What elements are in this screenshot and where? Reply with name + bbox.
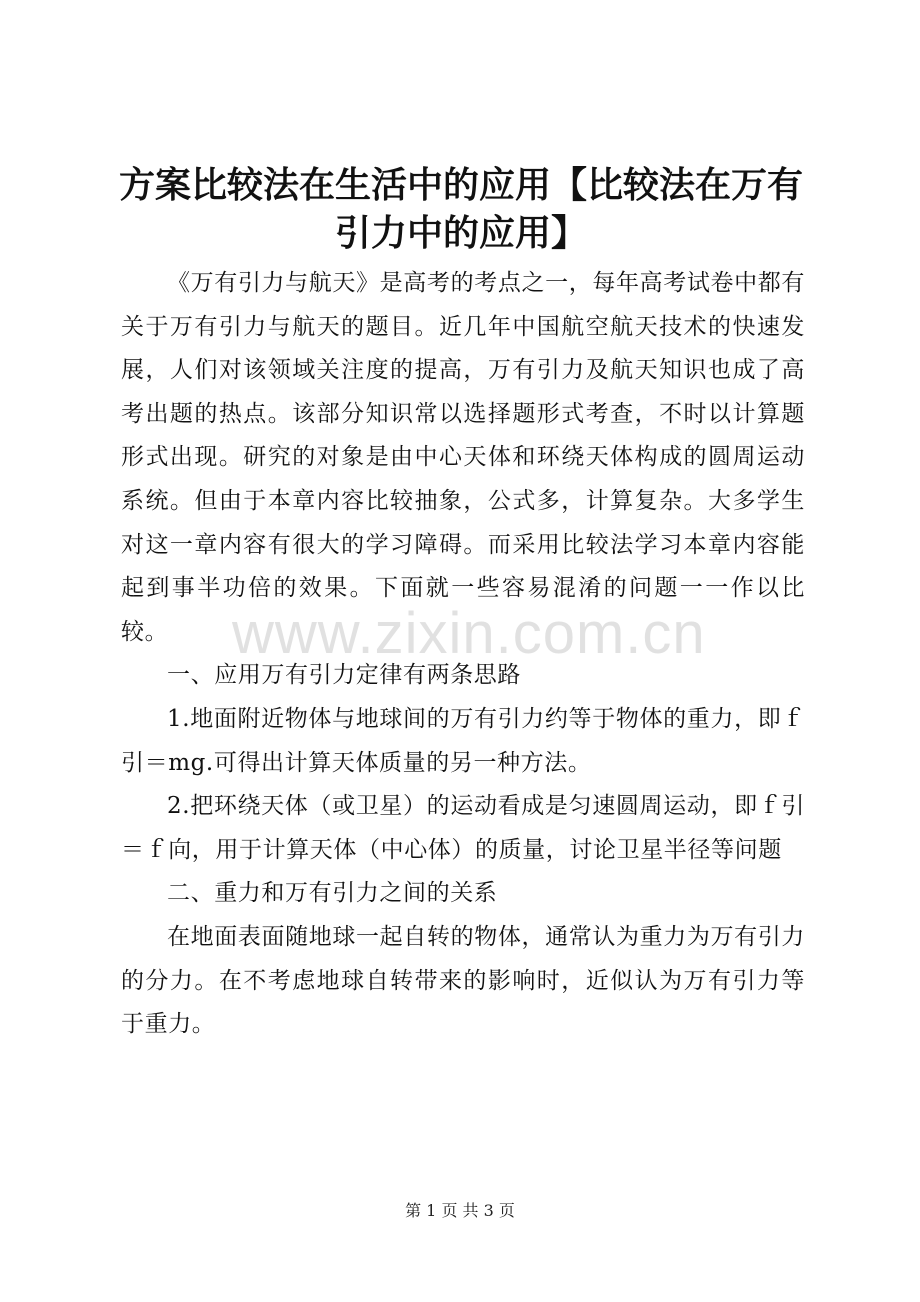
page-footer: 第 1 页 共 3 页 (405, 1201, 515, 1220)
paragraph-intro: 《万有引力与航天》是高考的考点之一，每年高考试卷中都有关于万有引力与航天的题目。近几年中国航空航天技术的快速发展，人们对该领域关注度的提高，万有引力及航天知识也成了高考出题的热点。该部分知识常以选择题形式考查，不时以计算题形式出现。研究的对象是由中心天体和环绕天体构成的圆周运动系统。但由于本章内容比较抽象，公式多，计算复杂。大多学生对这一章内容有很大的学习障碍。而采用比较法学习本章内容能起到事半功倍的效果。下面就一些容易混淆的问题一一作以比较。 (121, 270, 805, 645)
section-heading-2: 二、重力和万有引力之间的关系 (167, 880, 498, 907)
section-heading-1: 一、应用万有引力定律有两条思路 (167, 662, 521, 689)
paragraph-gravity: 在地面表面随地球一起自转的物体，通常认为重力为万有引力的分力。在不考虑地球自转带来的影响时，近似认为万有引力等于重力。 (121, 923, 805, 1038)
document-title: 方案比较法在生活中的应用【比较法在万有引力中的应用】 (118, 165, 803, 254)
watermark: www.zixin.com.cn (232, 601, 706, 666)
paragraph-point-1: 1.地面附近物体与地球间的万有引力约等于物体的重力，即ｆ引＝mg.可得出计算天体质量的另一种方法。 (121, 705, 805, 776)
paragraph-point-2: 2.把环绕天体（或卫星）的运动看成是匀速圆周运动，即ｆ引＝ｆ向，用于计算天体（中心体）的质量，讨论卫星半径等问题 (121, 793, 805, 863)
document-body (121, 262, 805, 1047)
